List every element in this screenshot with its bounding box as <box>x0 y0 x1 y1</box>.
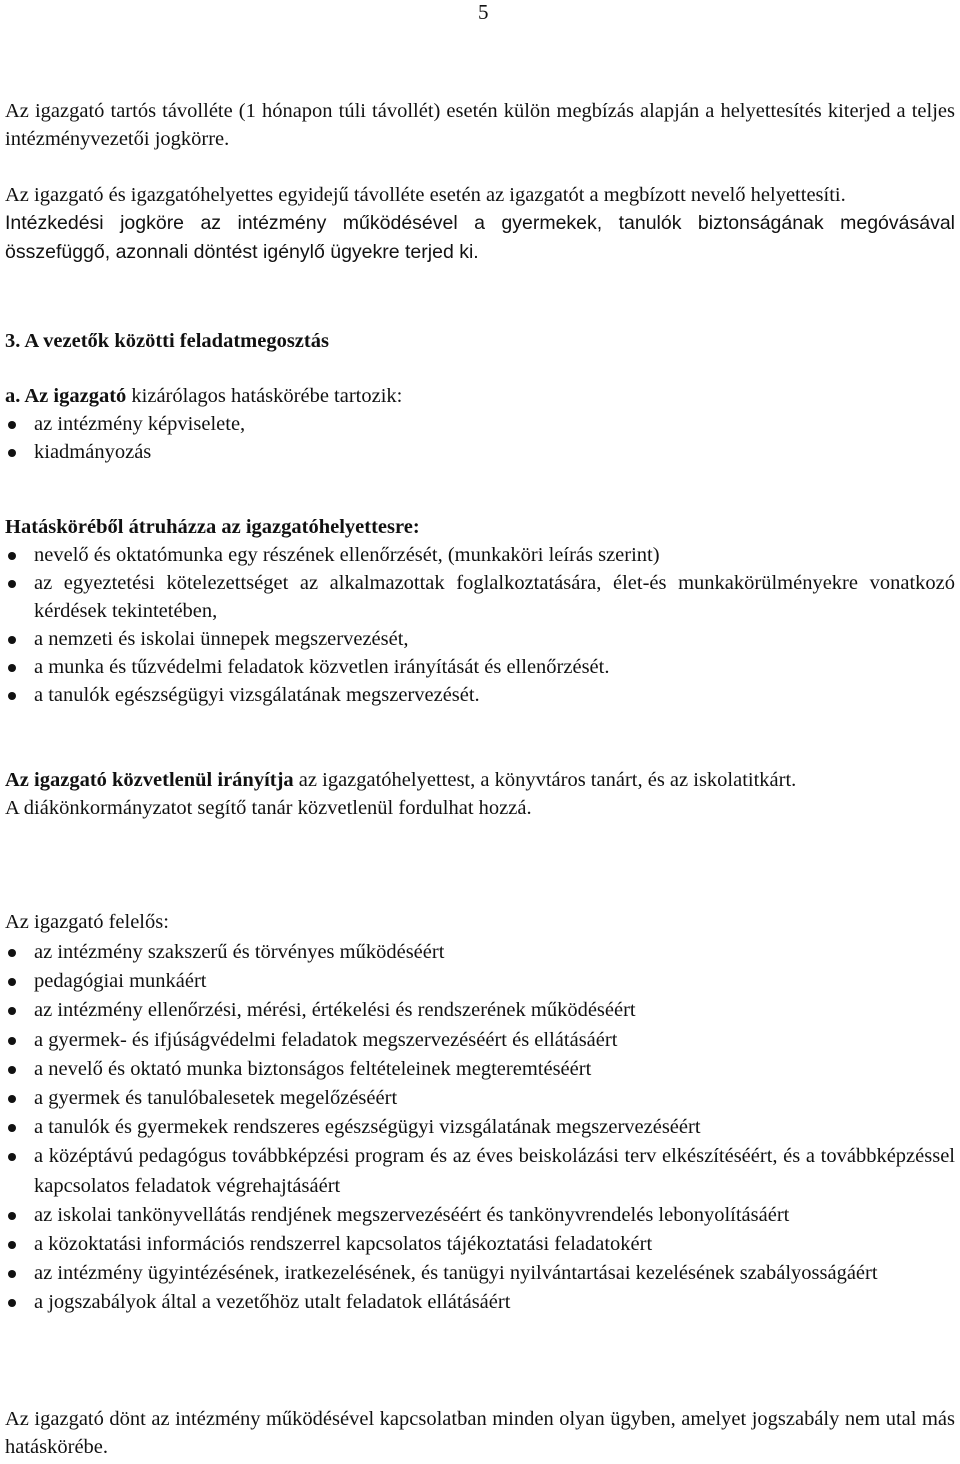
direct-supervision-subject: Az igazgató közvetlenül irányítja <box>5 769 294 791</box>
paragraph-authority-scope: Intézkedési jogköre az intézmény működésével a gyermekek, tanulók biztonságának megóvásával összefüggő, azonnali döntést igénylő ügyekre terjed ki. <box>5 212 955 263</box>
list-item: az egyeztetési kötelezettséget az alkalmazottak foglalkoztatására, élet-és munkakörülményekre vonatkozó kérdések tekintetében, <box>5 569 955 625</box>
bullet-icon <box>8 552 16 560</box>
bullet-icon <box>8 692 16 700</box>
list-item: az intézmény ellenőrzési, mérési, értékelési és rendszerének működéséért <box>5 996 955 1025</box>
direct-supervision-block <box>5 766 955 822</box>
list-item: az iskolai tankönyvellátás rendjének megszervezéséért és tankönyvrendelés lebonyolításáért <box>5 1201 955 1230</box>
list-item: a tanulók egészségügyi vizsgálatának megszervezését. <box>5 681 955 709</box>
list-item: a tanulók és gyermekek rendszeres egészségügyi vizsgálatának megszervezéséért <box>5 1113 955 1142</box>
list-item: a munka és tűzvédelmi feladatok közvetlen irányítását és ellenőrzését. <box>5 653 955 681</box>
intro-joint-absence-block <box>5 181 955 266</box>
list-item: a nevelő és oktató munka biztonságos feltételeinek megteremtéséért <box>5 1055 955 1084</box>
direct-supervision-text: az igazgatóhelyettest, a könyvtáros tanárt, és az iskolatitkárt. <box>293 769 797 791</box>
list-item: pedagógiai munkáért <box>5 967 955 996</box>
list-item: a közoktatási információs rendszerrel kapcsolatos tájékoztatási feladatokért <box>5 1230 955 1259</box>
exclusive-powers-text: kizárólagos hatáskörébe tartozik: <box>126 385 403 407</box>
list-item: az intézmény képviselete, <box>5 410 955 438</box>
bullet-icon <box>8 1037 16 1045</box>
student-council-paragraph: A diákönkormányzatot segítő tanár közvetlenül fordulhat hozzá. <box>5 797 532 819</box>
bullet-icon <box>8 1212 16 1220</box>
bullet-icon <box>8 580 16 588</box>
direct-supervision-paragraph <box>5 766 955 794</box>
list-item: nevelő és oktatómunka egy részének ellenőrzését, (munkaköri leírás szerint) <box>5 541 955 569</box>
page-number: 5 <box>478 0 489 24</box>
list-item: a jogszabályok által a vezetőhöz utalt feladatok ellátásáért <box>5 1288 955 1317</box>
section-heading: 3. A vezetők közötti feladatmegosztás <box>5 330 329 352</box>
bullet-icon <box>8 636 16 644</box>
delegated-powers-list <box>5 541 955 709</box>
closing-block <box>5 1405 955 1461</box>
paragraph-joint-absence: Az igazgató és igazgatóhelyettes egyidejű távolléte esetén az igazgatót a megbízott nevelő helyettesíti. <box>5 184 846 206</box>
bullet-icon <box>8 1241 16 1249</box>
bullet-icon <box>8 1007 16 1015</box>
delegated-powers-block <box>5 513 955 709</box>
list-item: a középtávú pedagógus továbbképzési program és az éves beiskolázási terv elkészítéséért, és a továbbképzéssel kapcsolatos feladatok végrehajtásáért <box>5 1142 955 1200</box>
bullet-icon <box>8 1095 16 1103</box>
bullet-icon <box>8 1299 16 1307</box>
list-item: a gyermek- és ifjúságvédelmi feladatok megszervezéséért és ellátásáért <box>5 1026 955 1055</box>
list-item: az intézmény szakszerű és törvényes működéséért <box>5 938 955 967</box>
exclusive-powers-block <box>5 382 955 466</box>
list-item: kiadmányozás <box>5 438 955 466</box>
paragraph-long-absence: Az igazgató tartós távolléte (1 hónapon túli távollét) esetén külön megbízás alapján a helyettesítés kiterjed a teljes intézményvezetői jogkörre. <box>5 100 955 150</box>
delegated-powers-heading: Hatásköréből átruházza az igazgatóhelyettesre: <box>5 516 420 538</box>
responsibilities-heading: Az igazgató felelős: <box>5 911 169 933</box>
bullet-icon <box>8 1124 16 1132</box>
bullet-icon <box>8 949 16 957</box>
exclusive-powers-intro <box>5 382 955 410</box>
bullet-icon <box>8 421 16 429</box>
closing-paragraph: Az igazgató dönt az intézmény működésével kapcsolatban minden olyan ügyben, amelyet jogszabály nem utal más hatáskörébe. <box>5 1408 955 1458</box>
list-item: a nemzeti és iskolai ünnepek megszervezését, <box>5 625 955 653</box>
list-item: az intézmény ügyintézésének, iratkezelésének, és tanügyi nyilvántartásai kezelésének szabályosságáért <box>5 1259 955 1288</box>
bullet-icon <box>8 978 16 986</box>
bullet-icon <box>8 1066 16 1074</box>
bullet-icon <box>8 1270 16 1278</box>
bullet-icon <box>8 449 16 457</box>
list-item: a gyermek és tanulóbalesetek megelőzéséért <box>5 1084 955 1113</box>
responsibilities-list <box>5 938 955 1318</box>
bullet-icon <box>8 664 16 672</box>
exclusive-powers-list <box>5 410 955 466</box>
exclusive-powers-subject: a. Az igazgató <box>5 385 127 407</box>
bullet-icon <box>8 1153 16 1161</box>
intro-substitution-paragraph <box>5 97 955 153</box>
responsibilities-block <box>5 908 955 1318</box>
